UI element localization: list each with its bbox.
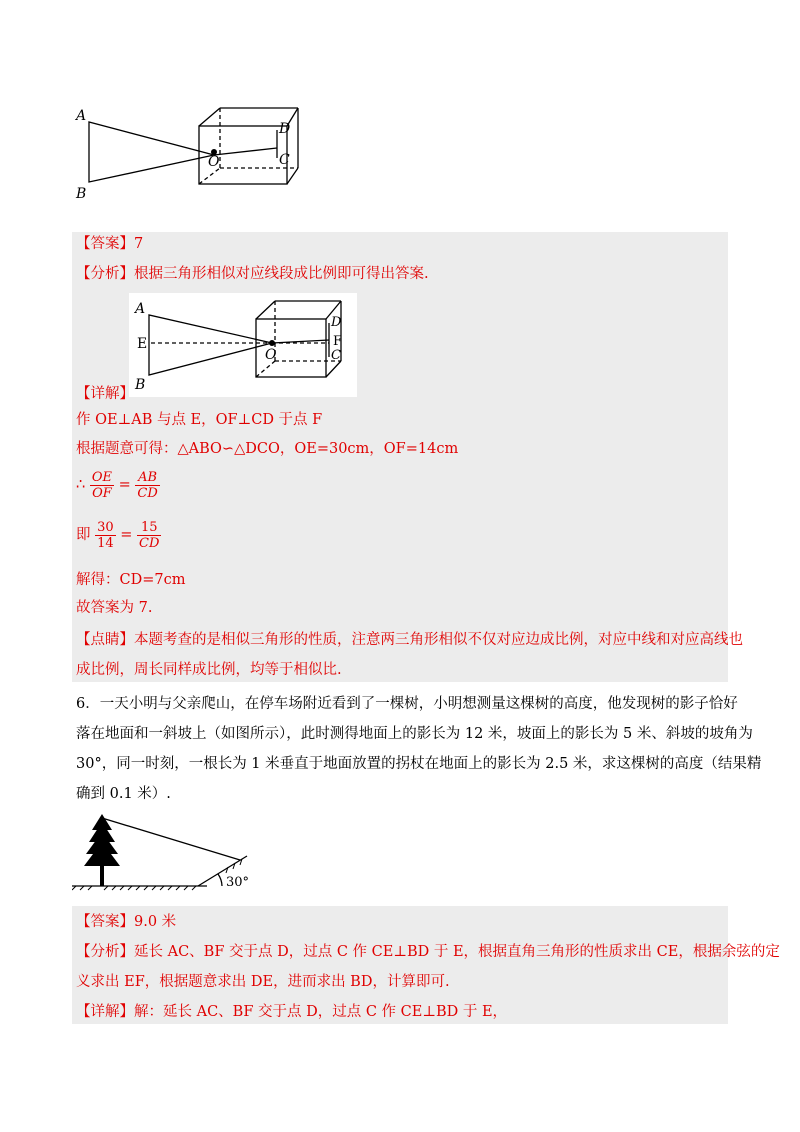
label-e: E xyxy=(137,336,148,352)
fraction-15-cd: $\frac{15}{CD}$ xyxy=(139,519,160,551)
analysis-text: 根据三角形相似对应线段成比例即可得出答案. xyxy=(134,266,429,282)
label-c: C xyxy=(331,348,341,363)
triangle-abo xyxy=(89,122,214,182)
fraction-oe-of: $\frac{OE}{OF}$ xyxy=(91,469,112,501)
label-a: A xyxy=(76,108,87,124)
conclusion-line: 故答案为 7. xyxy=(76,600,153,616)
problem6-line-3: 30°，同一时刻，一根长为 1 米垂直于地面放置的拐杖在地面上的影长为 2.5 米，求这棵树的高度（结果精 xyxy=(76,756,762,772)
comment-line-2: 成比例，周长同样成比例，均等于相似比. xyxy=(76,662,342,678)
analysis-line-1 xyxy=(76,264,429,284)
answer-line-2 xyxy=(76,912,176,932)
tree-icon xyxy=(84,814,120,886)
ji-label: 即 xyxy=(76,527,91,543)
analysis-tag: 【分析】 xyxy=(76,944,134,960)
solve-line: 解得：CD=7cm xyxy=(76,572,186,588)
fraction-30-14: $\frac{30}{14}$ xyxy=(97,519,114,551)
fraction-ab-cd: $\frac{AB}{CD}$ xyxy=(137,469,158,501)
proportion-1 xyxy=(76,467,160,503)
figure-cube-projection-detail xyxy=(129,293,357,397)
analysis-line-2: 【分析】延长 AC、BF 交于点 D，过点 C 作 CE⊥BD 于 E，根据直角三角形的性质求出 CE，根据余弦的定 xyxy=(76,944,780,960)
analysis-tag: 【分析】 xyxy=(76,266,134,282)
proportion-2 xyxy=(76,517,161,553)
answer-value: 7 xyxy=(134,236,144,252)
label-a: A xyxy=(135,301,146,317)
answer-tag: 【答案】 xyxy=(76,236,134,252)
detail-tag: 【详解】 xyxy=(76,1004,134,1020)
detail-tag-line-1 xyxy=(76,384,134,404)
label-o: O xyxy=(208,154,220,170)
label-c: C xyxy=(279,152,290,168)
equals-sign: = xyxy=(120,527,133,543)
answer-value: 9.0 米 xyxy=(134,914,177,930)
problem6-line-4: 确到 0.1 米）. xyxy=(76,786,171,802)
detail-tag: 【详解】 xyxy=(76,386,134,402)
detail-line-oe: 作 OE⊥AB 与点 E，OF⊥CD 于点 F xyxy=(76,412,323,428)
label-b: B xyxy=(76,186,87,202)
analysis-line-2b: 义求出 EF，根据题意求出 DE，进而求出 BD，计算即可. xyxy=(76,974,450,990)
answer-line-1 xyxy=(76,234,143,254)
figure-tree-slope xyxy=(72,810,272,892)
label-o: O xyxy=(265,347,277,363)
label-b: B xyxy=(135,377,146,393)
figure-cube-projection xyxy=(72,100,312,210)
label-d: D xyxy=(279,121,291,137)
comment-tag: 【点睛】 xyxy=(76,632,134,648)
problem6-line-2: 落在地面和一斜坡上（如图所示），此时测得地面上的影长为 12 米，坡面上的影长为 5 米、斜坡的坡角为 xyxy=(76,726,753,742)
answer-tag: 【答案】 xyxy=(76,914,134,930)
equals-sign: = xyxy=(118,477,131,493)
detail-line-given: 根据题意可得：△ABO∽△DCO，OE=30cm，OF=14cm xyxy=(76,441,459,457)
comment-line-1: 【点睛】本题考查的是相似三角形的性质，注意两三角形相似不仅对应边成比例，对应中线和对应高线也 xyxy=(76,632,743,648)
problem6-line-1: 6．一天小明与父亲爬山，在停车场附近看到了一棵树，小明想测量这棵树的高度，他发现树的影子恰好 xyxy=(76,696,738,712)
label-f: F xyxy=(333,334,343,349)
angle-label: 30° xyxy=(226,875,250,890)
label-d: D xyxy=(331,315,342,330)
detail-line-2: 【详解】解：延长 AC、BF 交于点 D，过点 C 作 CE⊥BD 于 E， xyxy=(76,1004,508,1020)
therefore-symbol: ∴ xyxy=(76,477,86,493)
